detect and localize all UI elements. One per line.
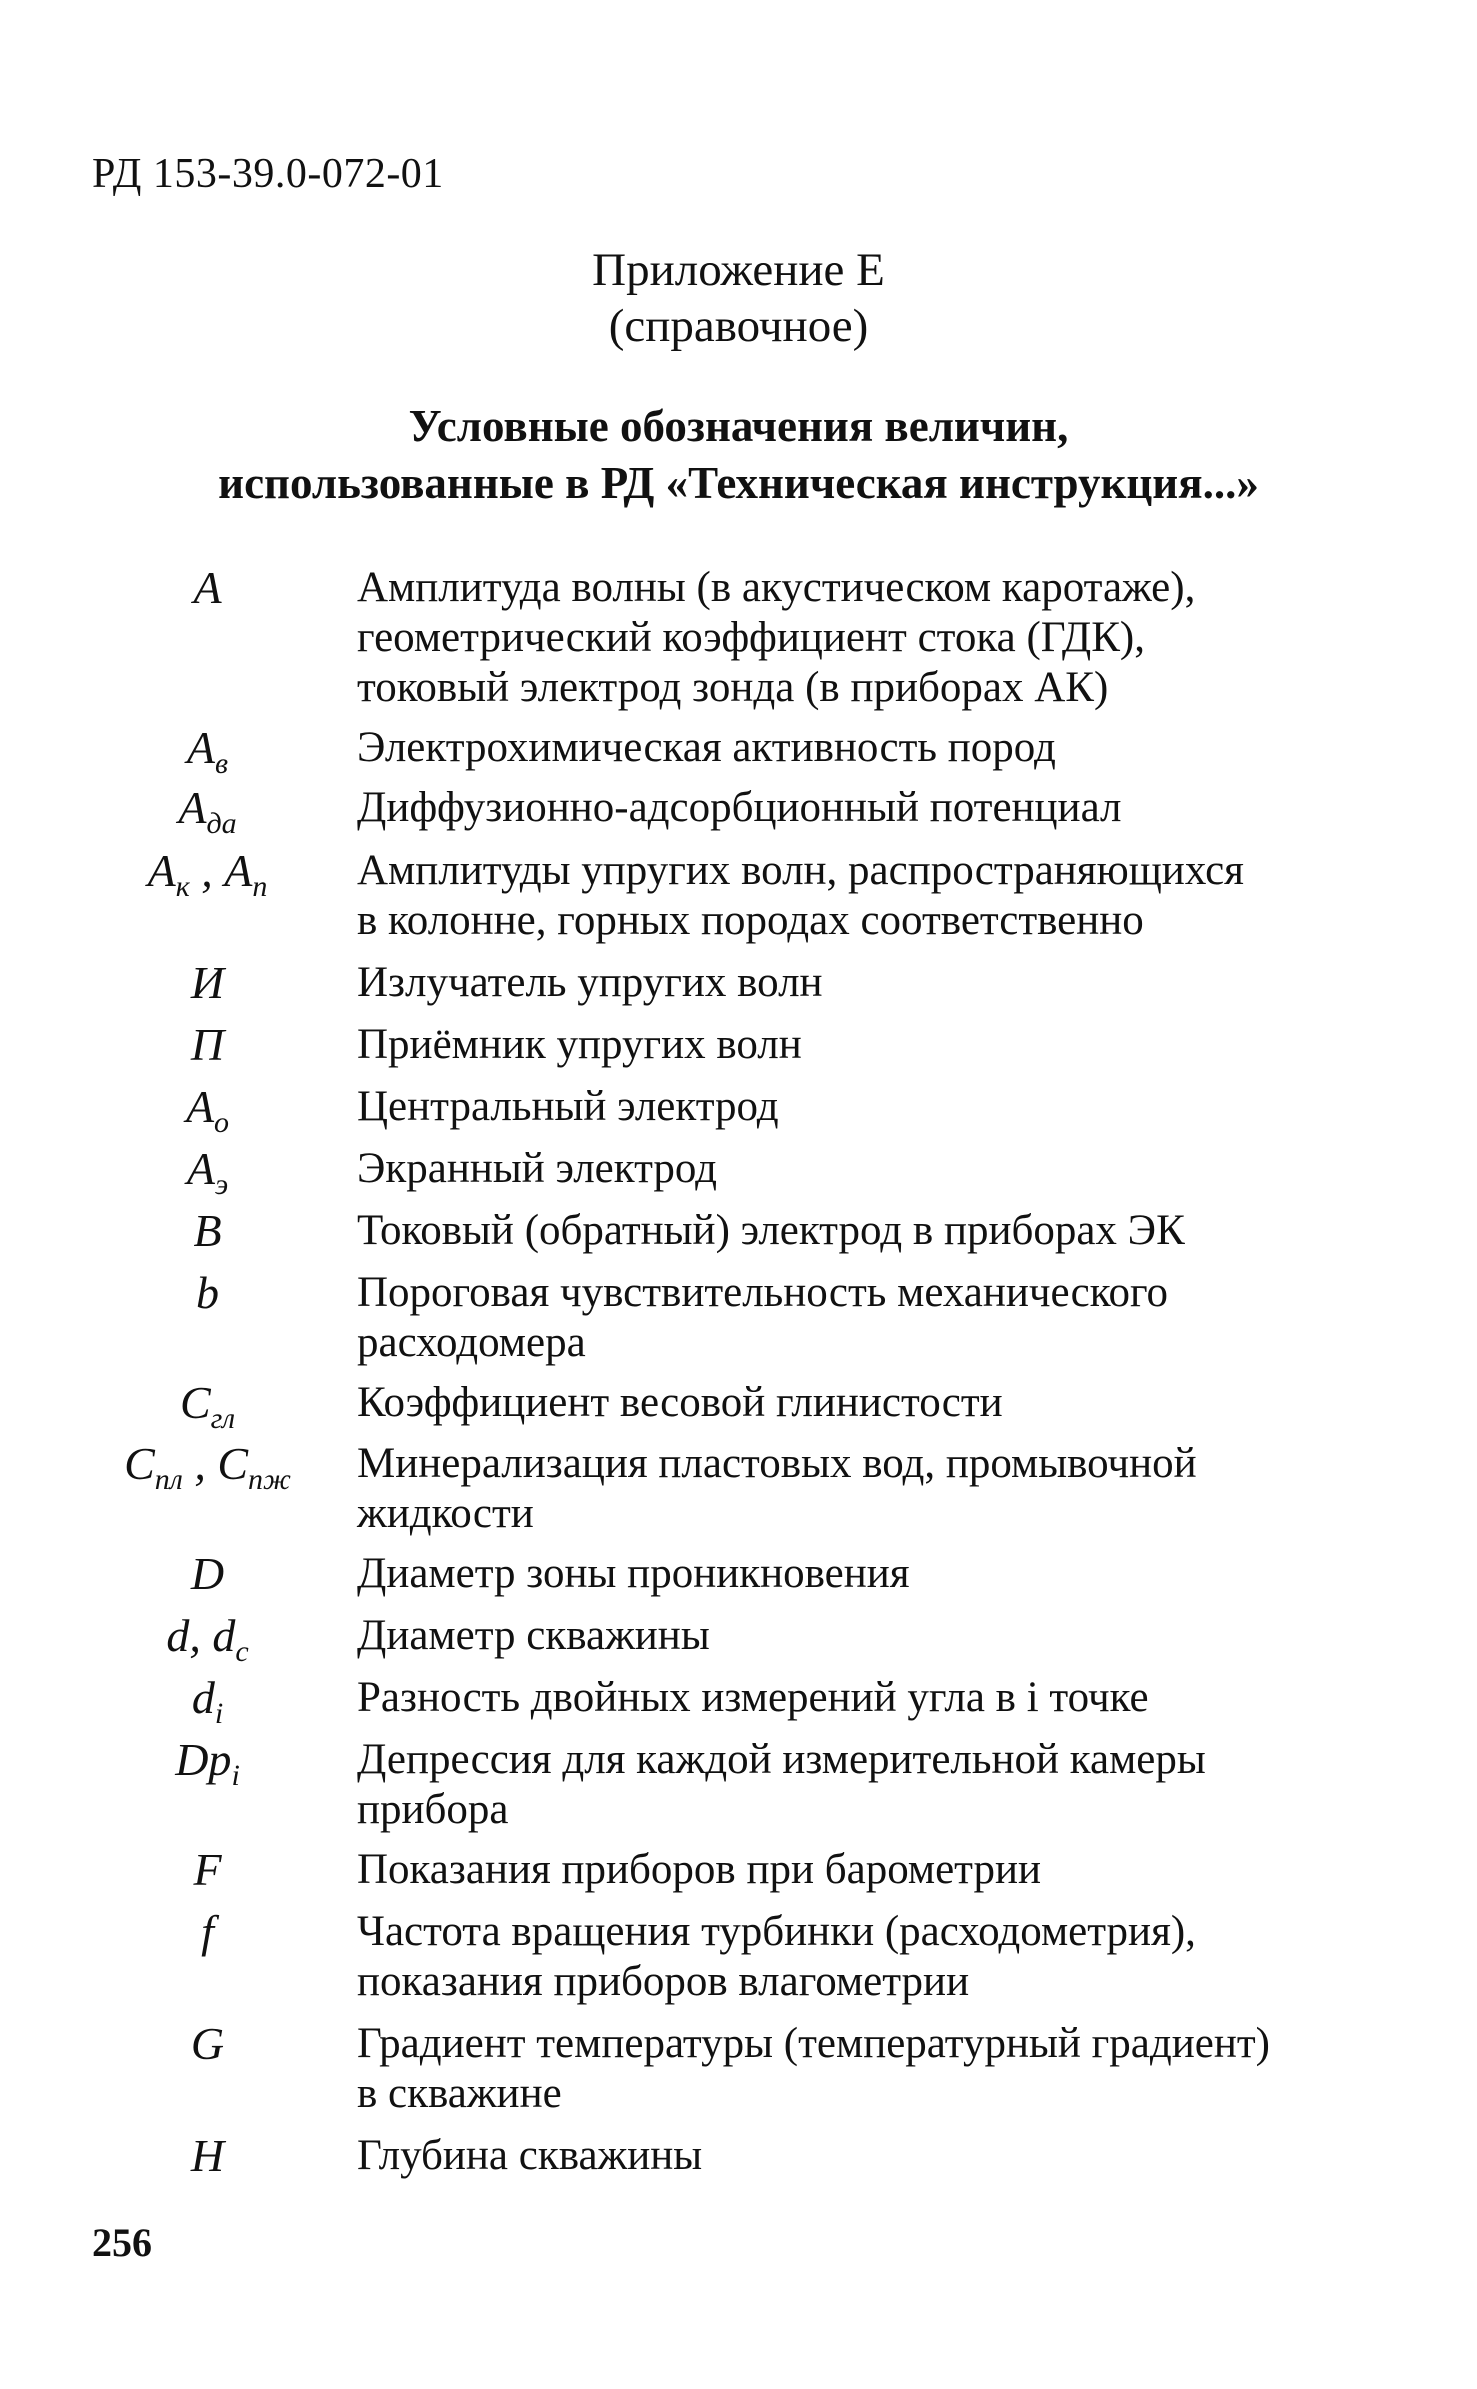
symbol-base: d, d xyxy=(166,1610,236,1661)
symbol-subscript: в xyxy=(215,747,229,780)
glossary-definition: Пороговая чувствительность механического расходомера xyxy=(357,1269,1169,1366)
symbol-subscript: i xyxy=(231,1759,240,1792)
glossary-entry xyxy=(0,782,1477,840)
symbol-base: A xyxy=(185,1081,215,1132)
glossary-definition: Показания приборов при барометрии xyxy=(357,1846,1042,1893)
symbol-base: A xyxy=(186,722,216,773)
glossary-heading xyxy=(0,398,1477,512)
symbol-base: G xyxy=(190,2018,225,2069)
symbol-base: И xyxy=(190,957,225,1008)
glossary-heading-line-2: использованные в РД «Техническая инструкция...» xyxy=(218,458,1259,508)
glossary-definition: Диаметр скважины xyxy=(357,1612,710,1659)
glossary-symbol xyxy=(105,1377,310,1435)
glossary-definition: Центральный электрод xyxy=(357,1083,779,1130)
glossary-entry xyxy=(0,1268,1477,1368)
glossary-entry xyxy=(0,1672,1477,1730)
glossary-definition: Минерализация пластовых вод, промывочной жидкости xyxy=(357,1440,1197,1537)
symbol-subscript: пл xyxy=(154,1463,183,1496)
glossary-entry xyxy=(0,1377,1477,1435)
glossary-symbol xyxy=(105,1206,310,1256)
symbol-base: П xyxy=(190,1019,225,1070)
symbol-subscript-2: пж xyxy=(248,1463,291,1496)
document-code: РД 153-39.0-072-01 xyxy=(92,151,444,197)
glossary-entry xyxy=(0,2131,1477,2181)
symbol-base: A xyxy=(147,845,176,896)
glossary-symbol xyxy=(105,958,310,1008)
symbol-subscript: да xyxy=(206,807,237,840)
symbol-base: D xyxy=(190,1548,225,1599)
symbol-subscript-2: п xyxy=(252,870,268,903)
symbol-base-2: C xyxy=(217,1438,249,1489)
glossary-definition: Градиент температуры (температурный градиент) в скважине xyxy=(357,2020,1270,2117)
glossary-entry xyxy=(0,958,1477,1008)
glossary-symbol xyxy=(105,1672,310,1730)
glossary-symbol xyxy=(105,782,310,840)
symbol-separator: , xyxy=(189,845,225,896)
glossary-definition: Амплитуды упругих волн, распространяющихся в колонне, горных породах соответственно xyxy=(357,847,1244,944)
symbol-base: H xyxy=(190,2130,225,2181)
glossary-symbol xyxy=(105,1143,310,1201)
glossary-list xyxy=(0,563,1477,2181)
glossary-entry xyxy=(0,722,1477,780)
glossary-symbol xyxy=(105,2131,310,2181)
glossary-definition: Экранный электрод xyxy=(357,1145,718,1192)
glossary-definition: Электрохимическая активность пород xyxy=(357,724,1056,771)
glossary-entry xyxy=(0,1439,1477,1539)
symbol-subscript: гл xyxy=(210,1402,236,1435)
symbol-base: A xyxy=(193,562,222,613)
glossary-entry xyxy=(0,1610,1477,1668)
symbol-base: C xyxy=(124,1438,155,1489)
glossary-definition: Диаметр зоны проникновения xyxy=(357,1550,910,1597)
symbol-base: C xyxy=(179,1377,211,1428)
symbol-base: F xyxy=(193,1844,222,1895)
glossary-heading-line-1: Условные обозначения величин, xyxy=(408,401,1069,451)
glossary-entry xyxy=(0,1206,1477,1256)
symbol-base: A xyxy=(186,1143,215,1194)
symbol-subscript: o xyxy=(214,1106,230,1139)
glossary-definition: Диффузионно-адсорбционный потенциал xyxy=(357,784,1122,831)
symbol-subscript: c xyxy=(235,1635,249,1668)
appendix-note: (справочное) xyxy=(608,300,869,352)
glossary-entry xyxy=(0,1845,1477,1895)
symbol-base: f xyxy=(201,1906,214,1957)
glossary-entry xyxy=(0,2019,1477,2119)
appendix-title: Приложение Е xyxy=(592,244,885,296)
glossary-symbol xyxy=(105,1081,310,1139)
glossary-entry xyxy=(0,1143,1477,1201)
symbol-base-2: A xyxy=(224,845,253,896)
glossary-symbol xyxy=(105,2019,310,2069)
glossary-symbol xyxy=(105,1020,310,1070)
glossary-entry xyxy=(0,1735,1477,1835)
symbol-base: A xyxy=(178,782,207,833)
symbol-subscript: к xyxy=(175,870,190,903)
glossary-definition: Коэффициент весовой глинистости xyxy=(357,1379,1003,1426)
symbol-subscript: i xyxy=(214,1697,224,1730)
glossary-symbol xyxy=(105,1734,310,1792)
glossary-definition: Частота вращения турбинки (расходометрия), показания приборов влагометрии xyxy=(357,1908,1196,2005)
glossary-symbol xyxy=(105,1610,310,1668)
glossary-definition: Токовый (обратный) электрод в приборах ЭК xyxy=(357,1207,1185,1254)
glossary-symbol xyxy=(105,722,310,780)
glossary-symbol xyxy=(105,563,310,613)
glossary-entry xyxy=(0,1081,1477,1139)
symbol-base: B xyxy=(193,1205,222,1256)
glossary-definition: Депрессия для каждой измерительной камеры прибора xyxy=(357,1736,1206,1833)
glossary-symbol xyxy=(105,845,310,903)
glossary-entry xyxy=(0,1549,1477,1599)
symbol-base: d xyxy=(191,1672,215,1723)
glossary-symbol xyxy=(105,1268,310,1318)
glossary-definition: Приёмник упругих волн xyxy=(357,1021,802,1068)
glossary-definition: Разность двойных измерений угла в i точке xyxy=(357,1674,1149,1721)
symbol-base: Dp xyxy=(175,1734,232,1785)
symbol-subscript: э xyxy=(214,1168,229,1201)
glossary-entry xyxy=(0,846,1477,946)
glossary-symbol xyxy=(105,1549,310,1599)
glossary-symbol xyxy=(105,1907,310,1957)
glossary-entry xyxy=(0,1907,1477,2007)
glossary-symbol xyxy=(105,1438,310,1496)
glossary-definition: Излучатель упругих волн xyxy=(357,959,823,1006)
glossary-entry xyxy=(0,563,1477,713)
glossary-entry xyxy=(0,1020,1477,1070)
glossary-symbol xyxy=(105,1845,310,1895)
symbol-base: b xyxy=(196,1267,219,1318)
page-number: 256 xyxy=(92,2220,152,2265)
glossary-definition: Амплитуда волны (в акустическом каротаже), геометрический коэффициент стока (ГДК), токовый электрод зонда (в приборах АК) xyxy=(357,564,1196,711)
symbol-separator: , xyxy=(182,1438,218,1489)
glossary-definition: Глубина скважины xyxy=(357,2132,703,2179)
